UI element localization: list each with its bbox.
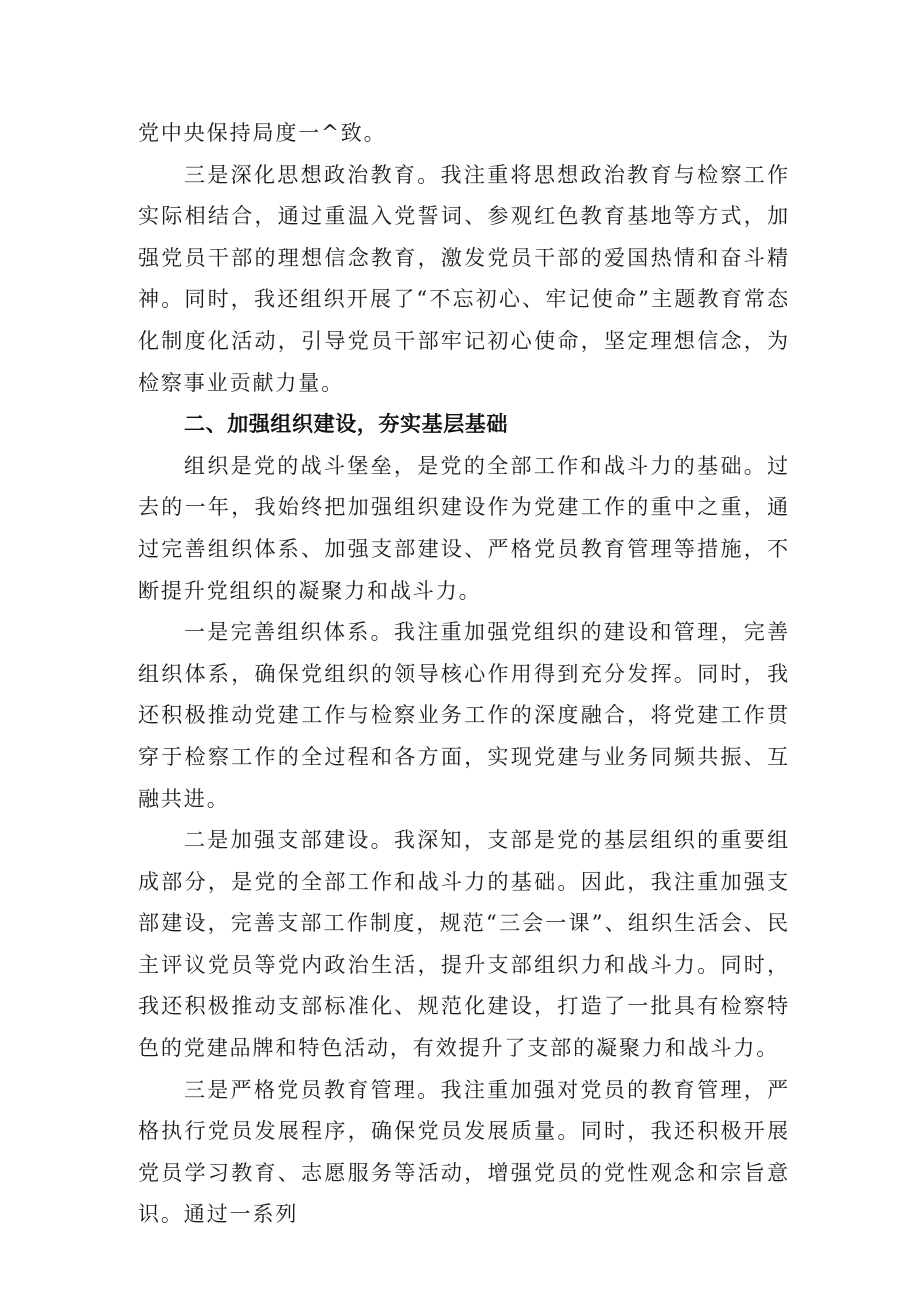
paragraph-member-management: 三是严格党员教育管理。我注重加强对党员的教育管理，严格执行党员发展程序，确保党员发展质量。同时，我还积极开展党员学习教育、志愿服务等活动，增强党员的党性观念和宗旨意识。通过一系列 [138, 1077, 790, 1227]
paragraph-continuation: 党中央保持局度一^致。 [138, 121, 387, 145]
paragraph-branch-building: 二是加强支部建设。我深知，支部是党的基层组织的重要组成部分，是党的全部工作和战斗力的基础。因此，我注重加强支部建设，完善支部工作制度，规范“三会一课”、组织生活会、民主评议党员等党内政治生活，提升支部组织力和战斗力。同时，我还积极推动支部标准化、规范化建设，打造了一批具有检察特色的党建品牌和特色活动，有效提升了支部的凝聚力和战斗力。 [138, 828, 790, 1061]
document-body [138, 113, 790, 1236]
paragraph-organization-intro: 组织是党的战斗堡垒，是党的全部工作和战斗力的基础。过去的一年，我始终把加强组织建设作为党建工作的重中之重，通过完善组织体系、加强支部建设、严格党员教育管理等措施，不断提升党组织的凝聚力和战斗力。 [138, 453, 790, 603]
paragraph-ideological-education: 三是深化思想政治教育。我注重将思想政治教育与检察工作实际相结合，通过重温入党誓词、参观红色教育基地等方式，加强党员干部的理想信念教育，激发党员干部的爱国热情和奋斗精神。同时，我还组织开展了“不忘初心、牢记使命”主题教育常态化制度化活动，引导党员干部牢记初心使命，坚定理想信念，为检察事业贡献力量。 [138, 162, 790, 395]
paragraph-organization-system: 一是完善组织体系。我注重加强党组织的建设和管理，完善组织体系，确保党组织的领导核心作用得到充分发挥。同时，我还积极推动党建工作与检察业务工作的深度融合，将党建工作贯穿于检察工作的全过程和各方面，实现党建与业务同频共振、互融共进。 [138, 620, 790, 811]
section-heading-organization: 二、加强组织建设，夯实基层基础 [184, 412, 508, 437]
